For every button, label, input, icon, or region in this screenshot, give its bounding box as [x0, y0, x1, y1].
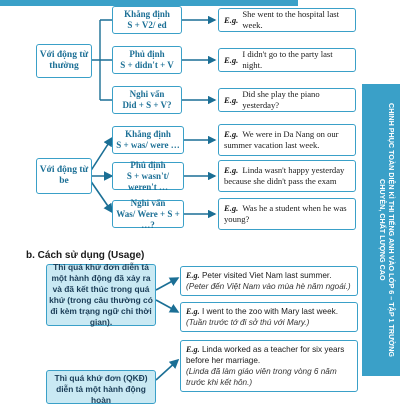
usage-description: Thì quá khứ đơn diễn tả một hành động đã xảy ra và đã kết thúc trong quá khứ (trong câu thường có đi kèm trạng ngữ chỉ thời gian). — [46, 264, 156, 326]
node-interrogative — [112, 197, 184, 230]
usage-description: Thì quá khứ đơn (QKĐ) diễn tả một hành động hoàn — [46, 370, 156, 404]
example-text-vi: (Peter đến Việt Nam vào mùa hè năm ngoái.) — [186, 282, 351, 291]
node-affirmative — [112, 126, 184, 154]
node-formula: Did + S + V? — [122, 100, 172, 110]
example-text-en: I went to the zoo with Mary last week. — [201, 307, 338, 316]
eg-label: E.g. — [186, 345, 200, 354]
example-line — [224, 129, 350, 151]
group-be-verbs: Với động từ be — [36, 158, 92, 194]
node-title: Khẳng định — [124, 9, 170, 19]
eg-label: E.g. — [224, 203, 239, 213]
eg-label: E.g. — [224, 94, 239, 105]
example-text-vi: (Linda đã làm giáo viên trong vòng 6 năm trước khi kết hôn.) — [186, 367, 337, 387]
example-text: We were in Da Nang on our summer vacation last week. — [224, 129, 339, 150]
example-text-en: Peter visited Viet Nam last summer. — [201, 271, 332, 280]
eg-label: E.g. — [224, 54, 239, 65]
example-line — [224, 165, 350, 187]
example-line — [224, 203, 350, 225]
node-title: Phủ định — [129, 49, 165, 59]
example-box — [218, 160, 356, 192]
example-box — [218, 88, 356, 112]
example-box — [218, 198, 356, 230]
node-title: Nghi vấn — [129, 89, 165, 99]
eg-label: E.g. — [224, 129, 239, 139]
example-box — [218, 48, 356, 72]
node-interrogative — [112, 86, 182, 114]
eg-label: E.g. — [186, 307, 200, 316]
usage-example-box — [180, 266, 358, 296]
example-box — [218, 124, 356, 156]
node-title: Nghi vấn — [130, 197, 166, 208]
usage-example-box — [180, 340, 358, 392]
node-formula: S + wasn't/ weren't … — [126, 170, 170, 192]
node-formula: S + V2/ ed — [127, 20, 167, 30]
usage-section-title: b. Cách sử dụng (Usage) — [26, 250, 145, 261]
node-negative — [112, 46, 182, 74]
example-text: Did she play the piano yesterday? — [242, 89, 320, 110]
node-formula: S + didn't + V — [120, 60, 174, 70]
node-formula: S + was/ were … — [116, 140, 180, 150]
usage-example-box — [180, 302, 358, 332]
node-title: Khẳng định — [125, 129, 171, 139]
eg-label: E.g. — [186, 271, 200, 280]
example-box — [218, 8, 356, 32]
example-text-vi: (Tuần trước tớ đi sở thú với Mary.) — [186, 318, 310, 327]
example-text: Linda wasn't happy yesterday because she didn't pass the exam — [224, 165, 345, 186]
sidebar-book-title: CHINH PHỤC TOÀN DIỆN KÌ THI TIẾNG ANH VÀO LỚP 6 – TẬP 1 TRƯỜNG CHUYÊN, CHẤT LƯỢNG CAO — [378, 103, 396, 357]
example-text: I didn't go to the party last night. — [242, 49, 333, 70]
node-formula: Was/ Were + S + …? — [116, 208, 180, 230]
eg-label: E.g. — [224, 14, 239, 25]
node-title: Phủ định — [130, 159, 166, 170]
eg-label: E.g. — [224, 165, 239, 175]
group-regular-verbs: Với động từ thường — [36, 44, 92, 78]
node-negative — [112, 159, 184, 192]
example-text: She went to the hospital last week. — [242, 9, 339, 30]
example-text: Was he a student when he was young? — [224, 203, 347, 224]
example-text-en: Linda worked as a teacher for six years before her marriage. — [186, 345, 345, 365]
node-affirmative — [112, 6, 182, 34]
